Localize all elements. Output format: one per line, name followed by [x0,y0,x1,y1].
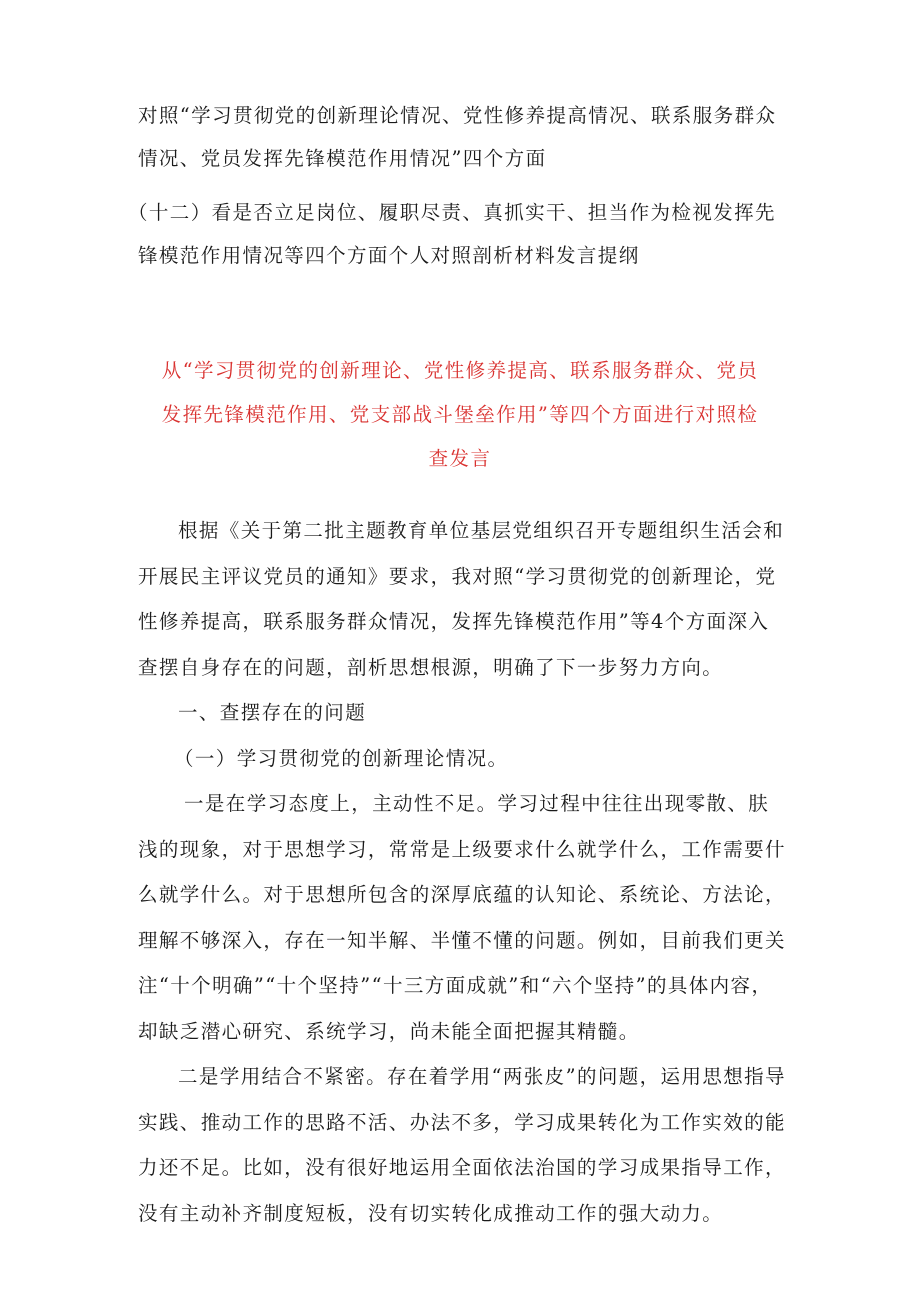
intro-line-2: （十二）看是否立足岗位、履职尽责、真抓实干、担当作为检视发挥先锋模范作用情况等四个方面个人对照剖析材料发言提纲 [128,201,776,267]
subsection-heading: （一）学习贯彻党的创新理论情况。 [174,746,509,770]
intro-line-1: 对照“学习贯彻党的创新理论情况、党性修养提高情况、联系服务群众情况、党员发挥先锋模范作用情况”四个方面 [138,104,777,170]
document-title [150,349,770,481]
title-line-2: 发挥先锋模范作用、党支部战斗堡垒作用”等四个方面进行对照检 [161,403,759,426]
intro-section [128,94,788,277]
section-heading: 一、查摆存在的问题 [178,701,367,724]
title-line-3: 查发言 [428,447,492,470]
body-paragraph-3: 二是学用结合不紧密。存在着学用“两张皮”的问题，运用思想指导实践、推动工作的思路不活、办法不多，学习成果转化为工作实效的能力还不足。比如，没有很好地运用全面依法治国的学习成果指导工作，没有主动补齐制度短板，没有切实转化成推动工作的强大动力。 [138,1065,786,1225]
body-section [138,508,788,1236]
title-line-1: 从“学习贯彻党的创新理论、党性修养提高、联系服务群众、党员 [161,359,759,382]
body-paragraph-2: 一是在学习态度上，主动性不足。学习过程中往往出现零散、肤浅的现象，对于思想学习，常常是上级要求什么就学什么，工作需要什么就学什么。对于思想所包含的深厚底蕴的认知论、系统论、方法论，理解不够深入，存在一知半解、半懂不懂的问题。例如，目前我们更关注“十个明确”“十个坚持”“十三方面成就”和“六个坚持”的具体内容，却缺乏潜心研究、系统学习，尚未能全面把握其精髓。 [138,792,786,1043]
body-paragraph-1: 根据《关于第二批主题教育单位基层党组织召开专题组织生活会和开展民主评议党员的通知》要求，我对照“学习贯彻党的创新理论，党性修养提高，联系服务群众情况，发挥先锋模范作用”等4个方面深入查摆自身存在的问题，剖析思想根源，明确了下一步努力方向。 [138,519,785,679]
